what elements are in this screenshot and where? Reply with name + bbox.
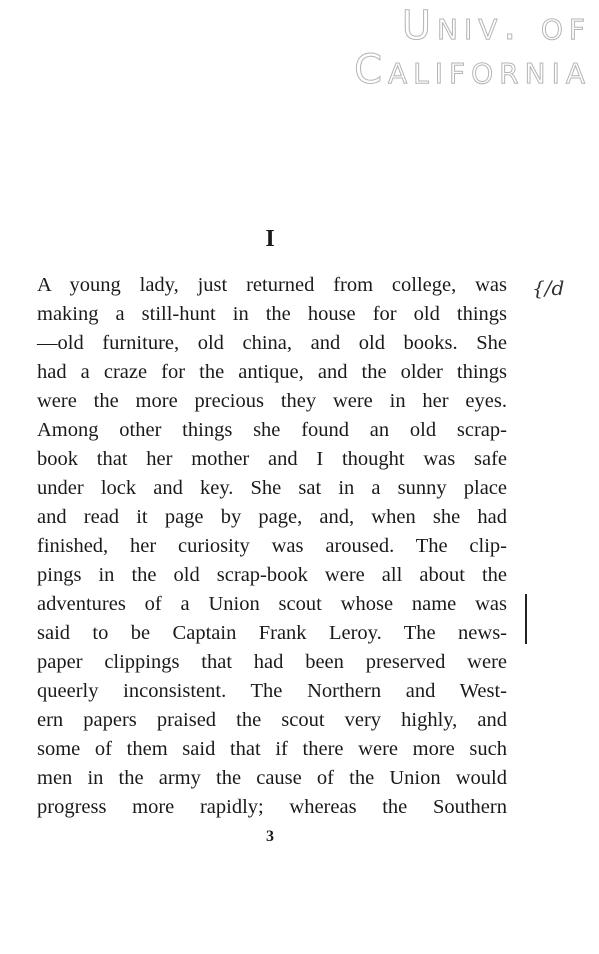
margin-mark-line [525,594,527,644]
text-line: said to be Captain Frank Leroy. The news- [37,622,507,644]
text-line: —old furniture, old china, and old books. She [37,332,507,354]
text-line: pings in the old scrap-book were all about the [37,564,507,586]
text-line: finished, her curiosity was aroused. The clip- [37,535,507,557]
text-line: were the more precious they were in her eyes. [37,390,507,412]
library-stamp-line2: California [354,47,591,93]
library-stamp-line1: Univ. of [401,3,591,49]
text-line: and read it page by page, and, when she had [37,506,507,528]
text-line: book that her mother and I thought was safe [37,448,507,470]
text-line: ern papers praised the scout very highly, and [37,709,507,731]
page-number: 3 [266,828,274,845]
body-text [37,271,507,822]
handwritten-margin-note: {/d [532,276,565,300]
text-line: making a still-hunt in the house for old things [37,303,507,325]
text-line: had a craze for the antique, and the older things [37,361,507,383]
text-line: queerly inconsistent. The Northern and West- [37,680,507,702]
text-line: men in the army the cause of the Union would [37,767,507,789]
text-line: adventures of a Union scout whose name was [37,593,507,615]
chapter-heading: I [265,226,275,252]
text-line: A young lady, just returned from college, was [37,274,507,296]
text-line: paper clippings that had been preserved were [37,651,507,673]
text-line: progress more rapidly; whereas the Southern [37,796,507,818]
text-line: under lock and key. She sat in a sunny place [37,477,507,499]
text-line: Among other things she found an old scrap- [37,419,507,441]
text-line: some of them said that if there were more such [37,738,507,760]
library-stamp [354,4,591,92]
